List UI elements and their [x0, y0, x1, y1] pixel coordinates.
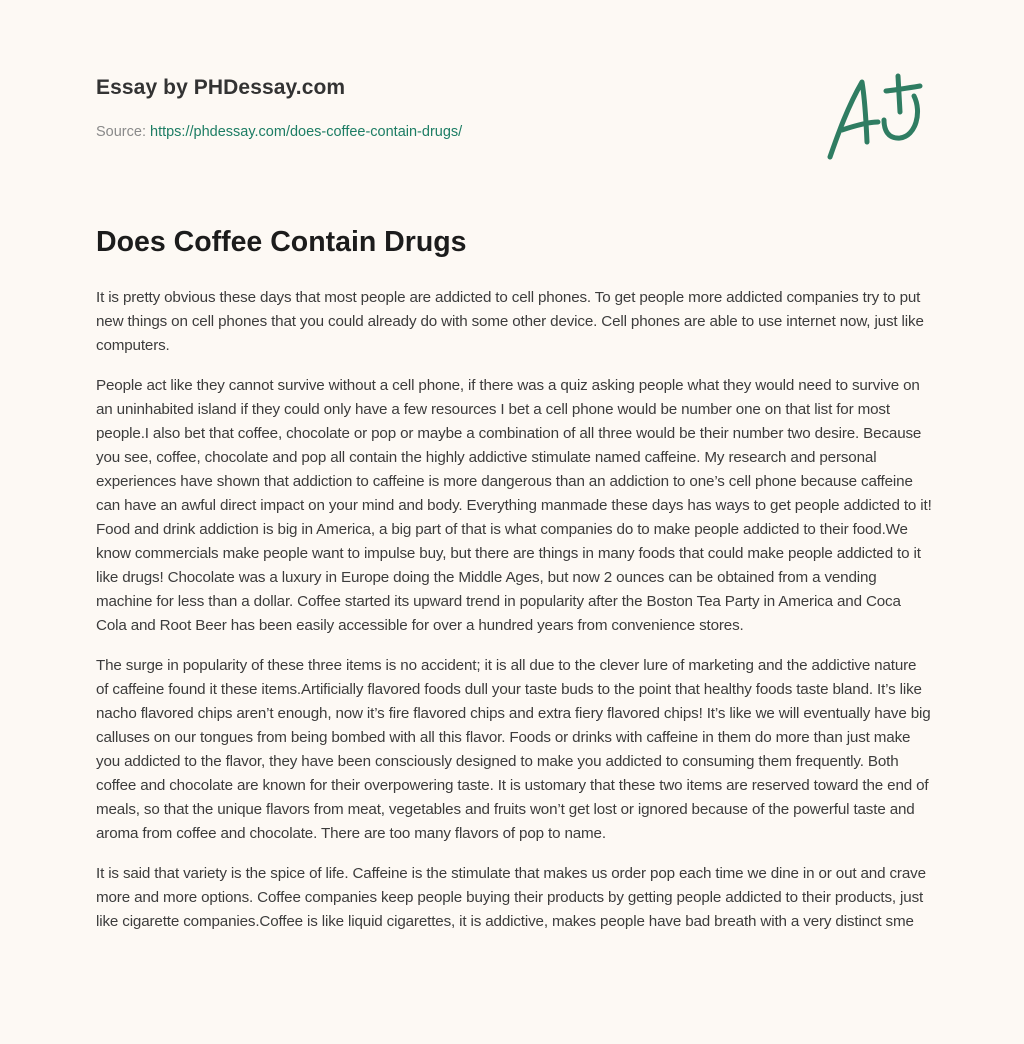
essay-paragraph: People act like they cannot survive without a cell phone, if there was a quiz asking people what they would need to survive on an uninhabited island if they could only have a few resources I bet a cell phone would be number one on that list for most people.I also bet that coffee, chocolate or pop or maybe a combination of all three would be their number two desire. Because you see, coffee, chocolate and pop all contain the highly addictive stimulate named caffeine. My research and personal experiences have shown that addiction to caffeine is more dangerous than an addiction to one’s cell phone because caffeine can have an awful direct impact on your mind and body. Everything manmade these days has ways to get people addicted to it! Food and drink addiction is big in America, a big part of that is what companies do to make people addicted to their food.We know commercials make people want to impulse buy, but there are things in many foods that could make people addicted to it like drugs! Chocolate was a luxury in Europe doing the Middle Ages, but now 2 ounces can be obtained from a vending machine for less than a dollar. Coffee started its upward trend in popularity after the Boston Tea Party in America and Coca Cola and Root Beer has been easily accessible for over a hundred years from convenience stores.	[96, 377, 932, 634]
essay-paragraph: It is pretty obvious these days that most people are addicted to cell phones. To get people more addicted companies try to put new things on cell phones that you could already do with some other device. Cell phones are able to use internet now, just like computers.	[96, 289, 924, 354]
source-line	[96, 124, 462, 140]
source-label: Source:	[96, 124, 150, 140]
site-title: Essay by PHDessay.com	[96, 76, 346, 99]
a-plus-grade-icon	[822, 64, 932, 164]
essay-title: Does Coffee Contain Drugs	[96, 226, 467, 258]
essay-paragraph: The surge in popularity of these three items is no accident; it is all due to the clever lure of marketing and the addictive nature of caffeine found it these items.Artificially flavored foods dull your taste buds to the point that healthy foods taste bland. It’s like nacho flavored chips aren’t enough, now it’s fire flavored chips and extra fiery flavored chips! It’s like we will eventually have big calluses on our tongues from being bombed with all this flavor. Foods or drinks with caffeine in them do more than just make you addicted to the flavor, they have been consciously designed to make you addicted to consuming them frequently. Both coffee and chocolate are known for their overpowering taste. It is ustomary that these two items are reserved toward the end of meals, so that the unique flavors from meat, vegetables and fruits won’t get lost or ignored because of the powerful taste and aroma from coffee and chocolate. There are too many flavors of pop to name.	[96, 657, 931, 842]
page-header	[96, 0, 932, 200]
essay-page	[96, 0, 932, 930]
source-link[interactable]: https://phdessay.com/does-coffee-contain-drugs/	[150, 124, 463, 140]
essay-paragraph: It is said that variety is the spice of life. Caffeine is the stimulate that makes us order pop each time we dine in or out and crave more and more options. Coffee companies keep people buying their products by getting people addicted to their products, just like cigarette companies.Coffee is like liquid cigarettes, it is addictive, makes people have bad breath with a very distinct sme	[96, 865, 926, 930]
essay-body	[96, 286, 932, 950]
